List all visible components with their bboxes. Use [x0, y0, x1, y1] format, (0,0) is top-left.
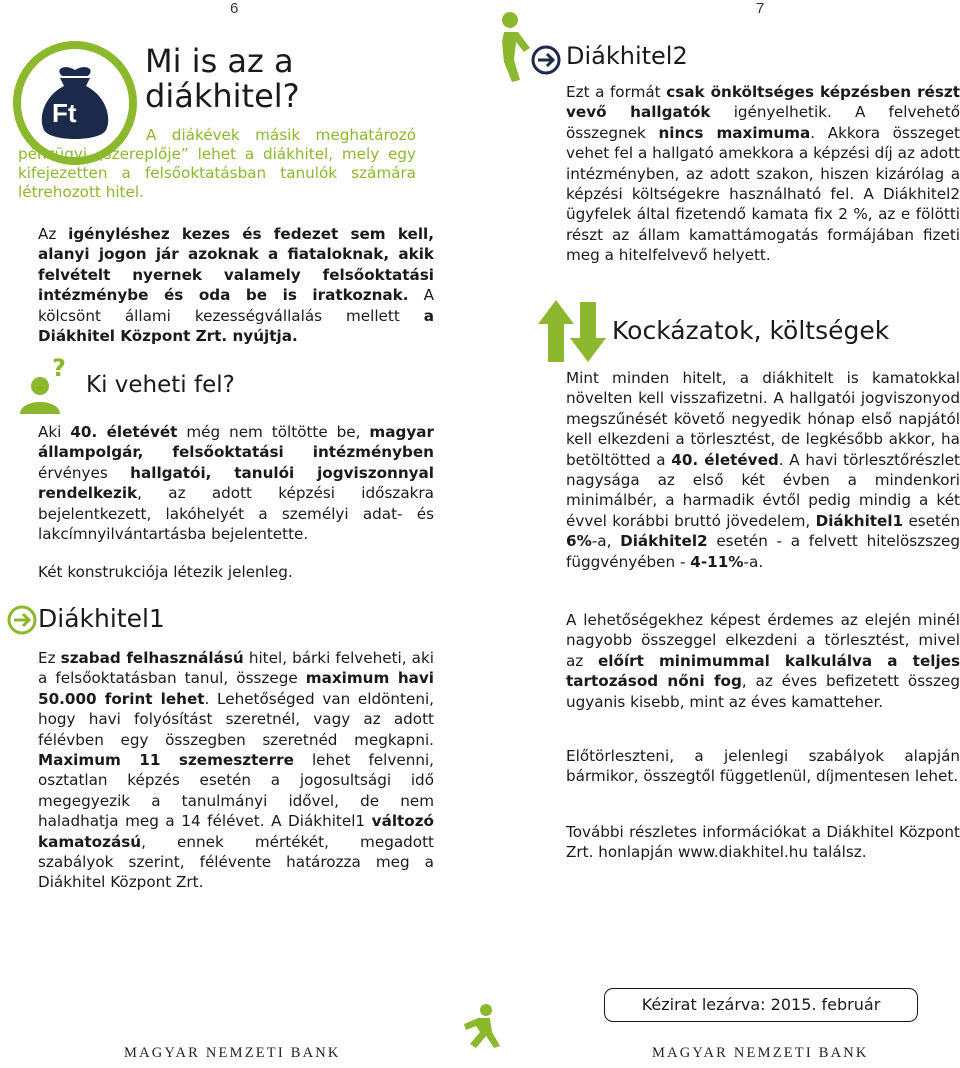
early-repayment-advice-paragraph: [566, 610, 960, 712]
text-run: lehet felvenni, osztatlan képzés esetén a jogosultsági idő megegyezik a tanulmányi idővel, de nem haladhatja meg a 14 félévet. A Diákhitel1: [38, 751, 434, 831]
bold-text-run: Maximum 11 szemeszterre: [38, 751, 294, 770]
text-run: -a.: [743, 552, 764, 571]
heading-risks-costs: Kockázatok, költségek: [612, 316, 890, 345]
bold-text-run: csak önköltséges képzésben részt vevő hallgatók: [566, 83, 960, 122]
page-title: Mi is az a diákhitel?: [145, 42, 300, 115]
arrow-circle-icon: [530, 44, 562, 76]
bold-text-run: előírt minimummal kalkulálva a teljes tartozásod nőni fog: [566, 651, 960, 691]
bold-text-run: 40. életéved: [671, 450, 779, 469]
text-run: A lehetőségekhez képest érdemes az elején minél nagyobb összeggel elkezdeni a törlesztést, mivel az: [566, 611, 960, 670]
bold-text-run: hallgatói, tanulói jogviszonnyal rendelkezik: [38, 463, 434, 503]
prepayment-paragraph: Előtörleszteni, a jelenlegi szabályok alapján bármikor, összegtől függetlenül, díjmentesen lehet.: [566, 747, 960, 786]
bold-text-run: változó kamatozású: [38, 812, 434, 851]
text-run: , az adott képzési időszakra bejelentkezett, lakóhelyét a személyi adat- és lakcímnyilvántartásba bejelentette.: [38, 484, 434, 544]
text-run: Ez: [38, 649, 61, 667]
intro-conditions-paragraph: [38, 224, 434, 346]
text-run: érvényes: [38, 463, 131, 482]
bold-text-run: magyar állampolgár, felsőoktatási intézményben: [38, 423, 434, 462]
repayment-paragraph: [566, 368, 960, 572]
more-info-paragraph: További részletes információkat a Diákhitel Központ Zrt. honlapján www.diakhitel.hu találsz.: [566, 823, 960, 862]
walking-figure-icon: [456, 1002, 506, 1052]
text-run: Aki: [38, 423, 71, 441]
footer-bank-left: MAGYAR NEMZETI BANK: [124, 1045, 341, 1061]
diakhitel2-paragraph: [566, 82, 960, 266]
eligibility-paragraph: [38, 422, 434, 544]
text-run: Ezt a formát: [566, 83, 667, 101]
page-number-left: 6: [230, 0, 239, 17]
footer-bank-right: MAGYAR NEMZETI BANK: [652, 1045, 869, 1061]
text-run: még nem töltötte be,: [177, 423, 370, 441]
text-run: . A havi törlesztőrészlet nagysága az első két évben a mindenkori minimálbér, a harmadik évtől pedig mindig a két évvel korábbi bruttó jövedelem,: [566, 450, 960, 530]
arrow-circle-icon: [6, 604, 38, 636]
text-run: igényelhetik. A felvehető összegnek: [566, 103, 960, 142]
money-bag-label: Ft: [52, 98, 77, 128]
bold-text-run: Diákhitel2: [620, 532, 708, 551]
bold-text-run: maximum havi 50.000 forint lehet: [38, 669, 434, 708]
constructions-paragraph: Két konstrukciója létezik jelenleg.: [38, 563, 293, 581]
page-number-right: 7: [756, 0, 765, 17]
heading-diakhitel2: Diákhitel2: [566, 42, 688, 70]
text-run: hitel, bárki felveheti, aki a felsőoktatásban tanul, összege: [38, 649, 434, 688]
text-run: Az: [38, 225, 69, 243]
heading-who-can-apply: Ki veheti fel?: [86, 372, 235, 398]
text-run: Mint minden hitelt, a diákhitelt is kamatokkal növelten kell visszafizetni. A hallgatói jogviszonyod megszűnését követő negyedik hónap első napjától kell elkezdeni a törlesztést, de legkésőbb akkor, ha betöltötted a: [566, 369, 960, 469]
text-run: , az éves befizetett összeg ugyanis kisebb, mint az éves kamatteher.: [566, 672, 960, 711]
question-mark: ?: [52, 354, 66, 382]
text-run: esetén - a felvett hitelöszszeg függvényében -: [566, 532, 960, 571]
bold-text-run: Diákhitel1: [815, 511, 904, 530]
bold-text-run: 40. életévét: [70, 423, 178, 441]
text-run: , ennek mértékét, megadott szabályok szerint, félévente határozza meg a Diákhitel Központ Zrt.: [38, 832, 434, 892]
text-run: A kölcsönt állami kezességvállalás mellett: [38, 286, 434, 325]
text-run: . Akkora összeget vehet fel a hallgató amekkora a képzési díj az adott intézményben, az adott szakon, hiszen kizárólag a képzési költségekre használható fel. A Diákhitel2 ügyfelek által fizetendő kamata fix 2 %, az e fölötti részt az állam kamattámogatás formájában fizeti meg a hitelfelvevő helyett.: [566, 123, 960, 265]
intro-paragraph: A diákévek másik meghatározó pénzügyi „szereplője” lehet a diákhitel, mely egy kifejezetten a felsőoktatásban tanulók számára létrehozott hitel.: [18, 126, 416, 201]
bold-text-run: 6%: [566, 532, 592, 551]
arrows-up-down-icon: [534, 296, 610, 366]
diakhitel1-paragraph: [38, 648, 434, 893]
heading-diakhitel1: Diákhitel1: [38, 604, 165, 633]
bold-text-run: 4-11%: [690, 552, 744, 571]
bold-text-run: nincs maximuma: [658, 123, 811, 142]
bold-text-run: a Diákhitel Központ Zrt. nyújtja.: [38, 306, 434, 346]
text-run: . Lehetőséged van eldönteni, hogy havi folyósítást szeretnél, vagy az adott félévben egy összegben szeretnéd megkapni.: [38, 689, 435, 749]
bold-text-run: szabad felhasználású: [60, 649, 244, 667]
manuscript-closed-box: Kézirat lezárva: 2015. február: [604, 988, 918, 1022]
text-run: -a,: [591, 532, 621, 551]
bold-text-run: igényléshez kezes és fedezet sem kell, alanyi jogon jár azoknak a fiataloknak, akik felvételt nyernek valamely felsőoktatási intézménybe és oda be is iratkoznak.: [38, 225, 434, 305]
text-run: esetén: [903, 511, 960, 530]
